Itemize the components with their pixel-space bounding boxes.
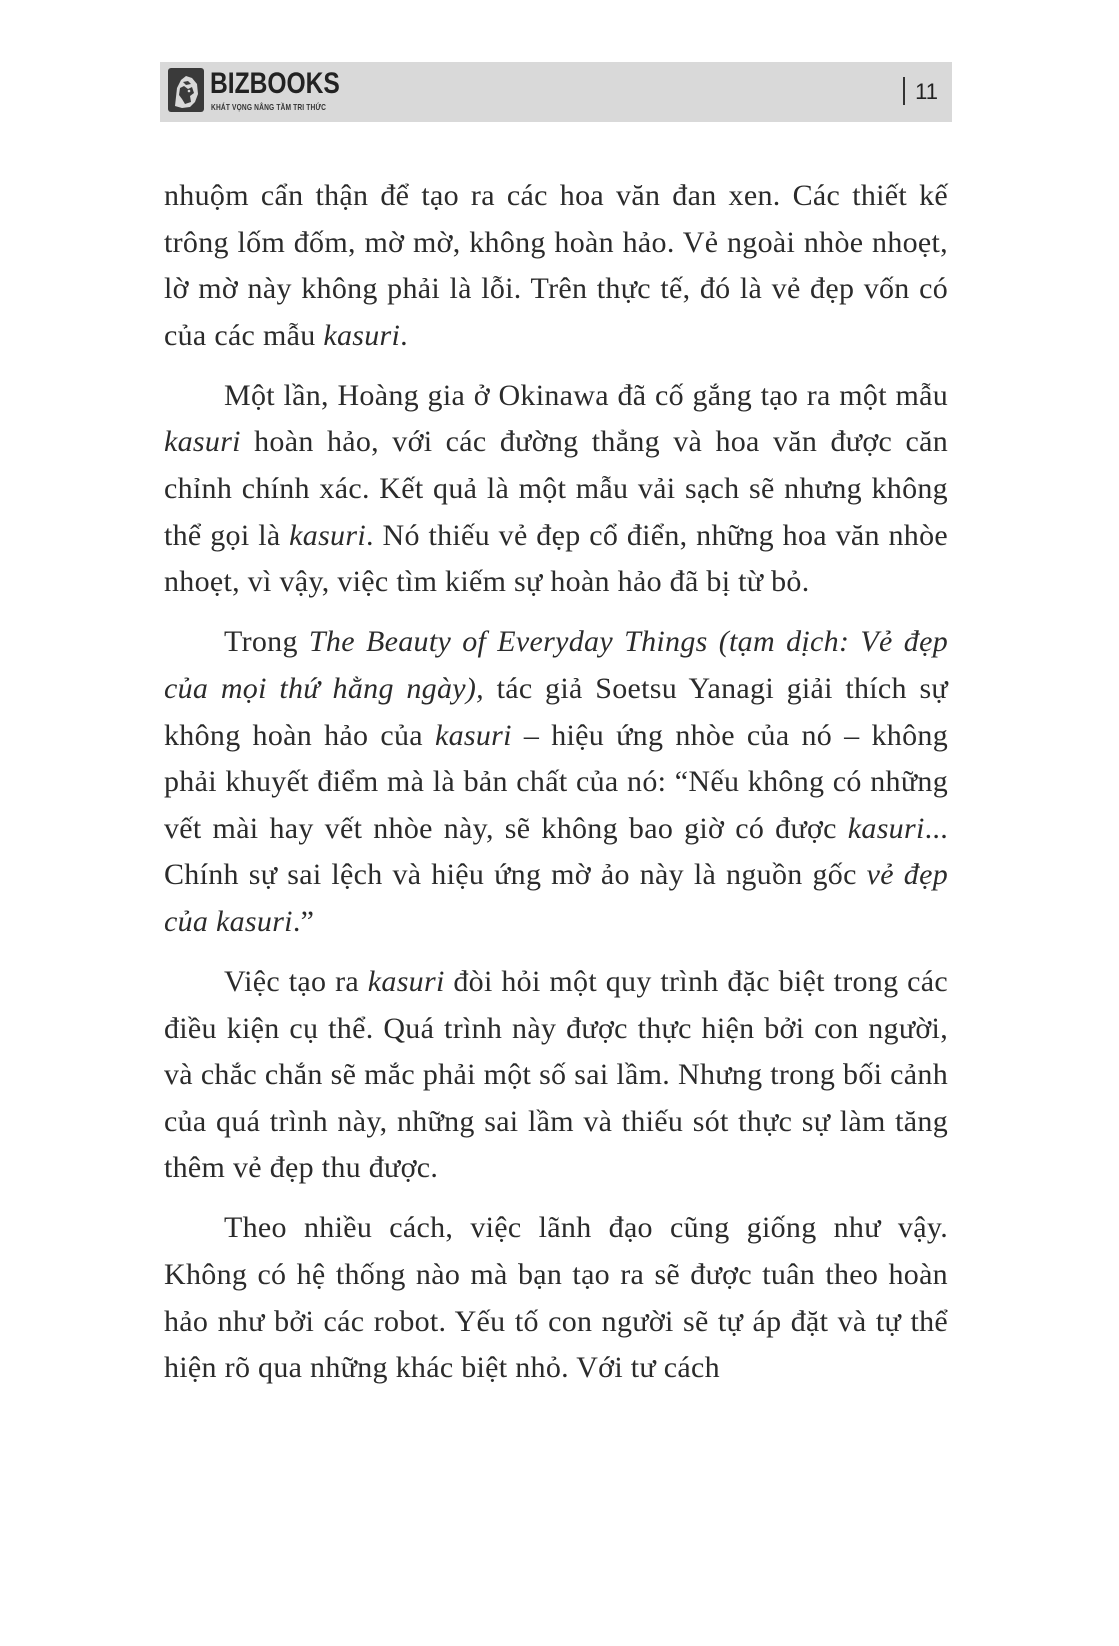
- italic-text-run: The Beauty of Everyday Things (tạm dịch: Vẻ đẹp của mọi thứ hằng ngày),: [164, 625, 948, 705]
- italic-text-run: kasuri: [847, 811, 925, 845]
- paragraph-4: [164, 959, 948, 1192]
- text-run: Việc tạo ra: [224, 965, 368, 998]
- brand-logo-text: BIZBOOKS: [210, 67, 340, 100]
- italic-text-run: kasuri: [164, 425, 241, 459]
- text-run: nhuộm cẩn thận để tạo ra các hoa văn đan xen. Các thiết kế trông lốm đốm, mờ mờ, không hoàn hảo. Vẻ ngoài nhòe nhoẹt, lờ mờ này không phải là lỗi. Trên thực tế, đó là vẻ đẹp vốn có của các mẫu: [164, 179, 948, 352]
- italic-text-run: kasuri: [367, 965, 445, 998]
- italic-text-run: kasuri: [289, 518, 366, 552]
- italic-text-run: vẻ đẹp của kasuri: [164, 858, 948, 938]
- italic-text-run: kasuri: [434, 718, 512, 752]
- text-run: – hiệu ứng nhòe của nó – không phải khuyết điểm mà là bản chất của nó: “Nếu không có những vết mài hay vết nhòe này, sẽ không bao giờ có được: [164, 718, 948, 845]
- text-run: Một lần, Hoàng gia ở Okinawa đã cố gắng tạo ra một mẫu: [224, 378, 948, 412]
- text-run: hoàn hảo, với các đường thẳng và hoa văn được căn chỉnh chính xác. Kết quả là một mẫu vải sạch sẽ nhưng không thể gọi là: [164, 425, 948, 552]
- brand-slogan: KHÁT VỌNG NÂNG TẦM TRI THỨC: [211, 102, 327, 112]
- page-body: [164, 173, 948, 1392]
- text-run: đòi hỏi một quy trình đặc biệt trong các điều kiện cụ thể. Quá trình này được thực hiện bởi con người, và chắc chắn sẽ mắc phải một số sai lầm. Nhưng trong bối cảnh của quá trình này, những sai lầm và thiếu sót thực sự làm tăng thêm vẻ đẹp thu được.: [164, 965, 949, 1185]
- paragraph-3: [164, 619, 948, 945]
- text-run: Theo nhiều cách, việc lãnh đạo cũng giống như vậy. Không có hệ thống nào mà bạn tạo ra sẽ được tuân theo hoàn hảo như bởi các robot. Yếu tố con người sẽ tự áp đặt và tự thể hiện rõ qua những khác biệt nhỏ. Với tư cách: [164, 1211, 948, 1385]
- text-run: .”: [292, 904, 315, 938]
- paragraph-1: [164, 173, 948, 359]
- page-number: 11: [903, 77, 938, 105]
- text-run: .: [400, 318, 408, 352]
- paragraph-5: [164, 1205, 948, 1391]
- text-run: tác giả Soetsu Yanagi giải thích sự không hoàn hảo của: [164, 671, 948, 752]
- text-run: ... Chính sự sai lệch và hiệu ứng mờ ảo này là nguồn gốc: [164, 811, 948, 892]
- lion-head-icon: [168, 68, 204, 112]
- paragraph-2: [164, 373, 948, 606]
- running-header: [160, 62, 952, 122]
- text-run: . Nó thiếu vẻ đẹp cổ điển, những hoa văn nhòe nhoẹt, vì vậy, việc tìm kiếm sự hoàn hảo đã bị từ bỏ.: [164, 518, 949, 599]
- italic-text-run: kasuri: [323, 318, 401, 352]
- text-run: Trong: [224, 625, 309, 659]
